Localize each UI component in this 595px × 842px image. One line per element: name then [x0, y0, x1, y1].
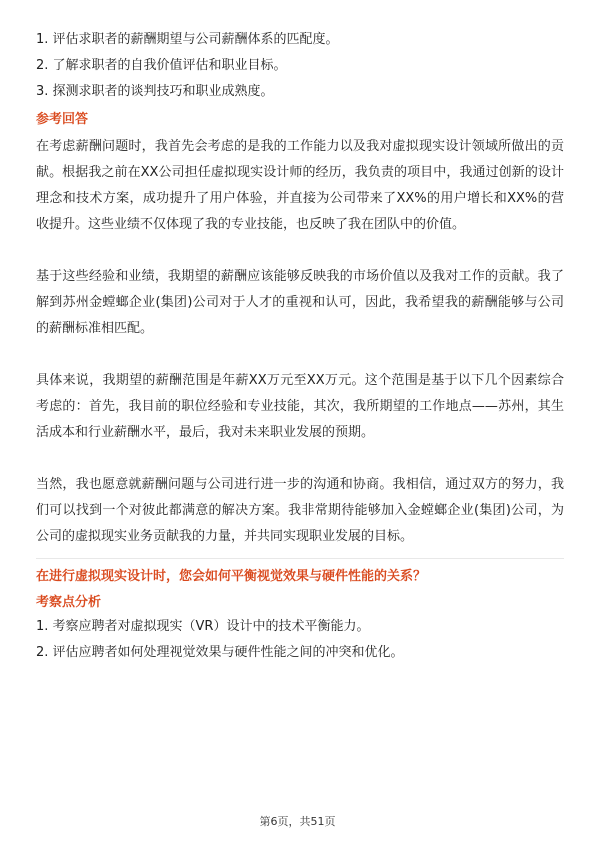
interview-question: 在进行虚拟现实设计时，您会如何平衡视觉效果与硬件性能的关系？	[36, 569, 427, 584]
section-divider	[36, 558, 564, 559]
reference-answer-heading: 参考回答	[36, 112, 89, 127]
list-item: 1. 评估求职者的薪酬期望与公司薪酬体系的匹配度。	[36, 32, 339, 47]
answer-paragraph: 在考虑薪酬问题时，我首先会考虑的是我的工作能力以及我对虚拟现实设计领域所做出的贡献。根据我之前在XX公司担任虚拟现实设计师的经历，我负责的项目中，我通过创新的设计理念和技术方案，成功提升了用户体验，并直接为公司带来了XX%的用户增长和XX%的营收提升。这些业绩不仅体现了我的专业技能，也反映了我在团队中的价值。	[36, 139, 564, 232]
evaluation-points-list	[36, 30, 564, 102]
list-item: 1. 考察应聘者对虚拟现实（VR）设计中的技术平衡能力。	[36, 619, 370, 634]
list-item: 2. 了解求职者的自我价值评估和职业目标。	[36, 58, 287, 73]
answer-paragraph: 当然，我也愿意就薪酬问题与公司进行进一步的沟通和协商。我相信，通过双方的努力，我们可以找到一个对彼此都满意的解决方案。我非常期待能够加入金螳螂企业(集团)公司，为公司的虚拟现实业务贡献我的力量，并共同实现职业发展的目标。	[36, 477, 564, 544]
page-content	[36, 30, 564, 669]
analysis-points-list	[36, 617, 564, 663]
reference-answer-body	[36, 134, 564, 550]
answer-paragraph: 基于这些经验和业绩，我期望的薪酬应该能够反映我的市场价值以及我对工作的贡献。我了解到苏州金螳螂企业(集团)公司对于人才的重视和认可，因此，我希望我的薪酬能够与公司的薪酬标准相匹配。	[36, 269, 564, 336]
page-number-footer: 第6页，共51页	[259, 815, 336, 828]
answer-paragraph: 具体来说，我期望的薪酬范围是年薪XX万元至XX万元。这个范围是基于以下几个因素综合考虑的：首先，我目前的职位经验和专业技能，其次，我所期望的工作地点——苏州，其生活成本和行业薪酬水平，最后，我对未来职业发展的预期。	[36, 373, 564, 440]
list-item: 2. 评估应聘者如何处理视觉效果与硬件性能之间的冲突和优化。	[36, 645, 404, 660]
analysis-heading: 考察点分析	[36, 595, 102, 610]
list-item: 3. 探测求职者的谈判技巧和职业成熟度。	[36, 84, 274, 99]
